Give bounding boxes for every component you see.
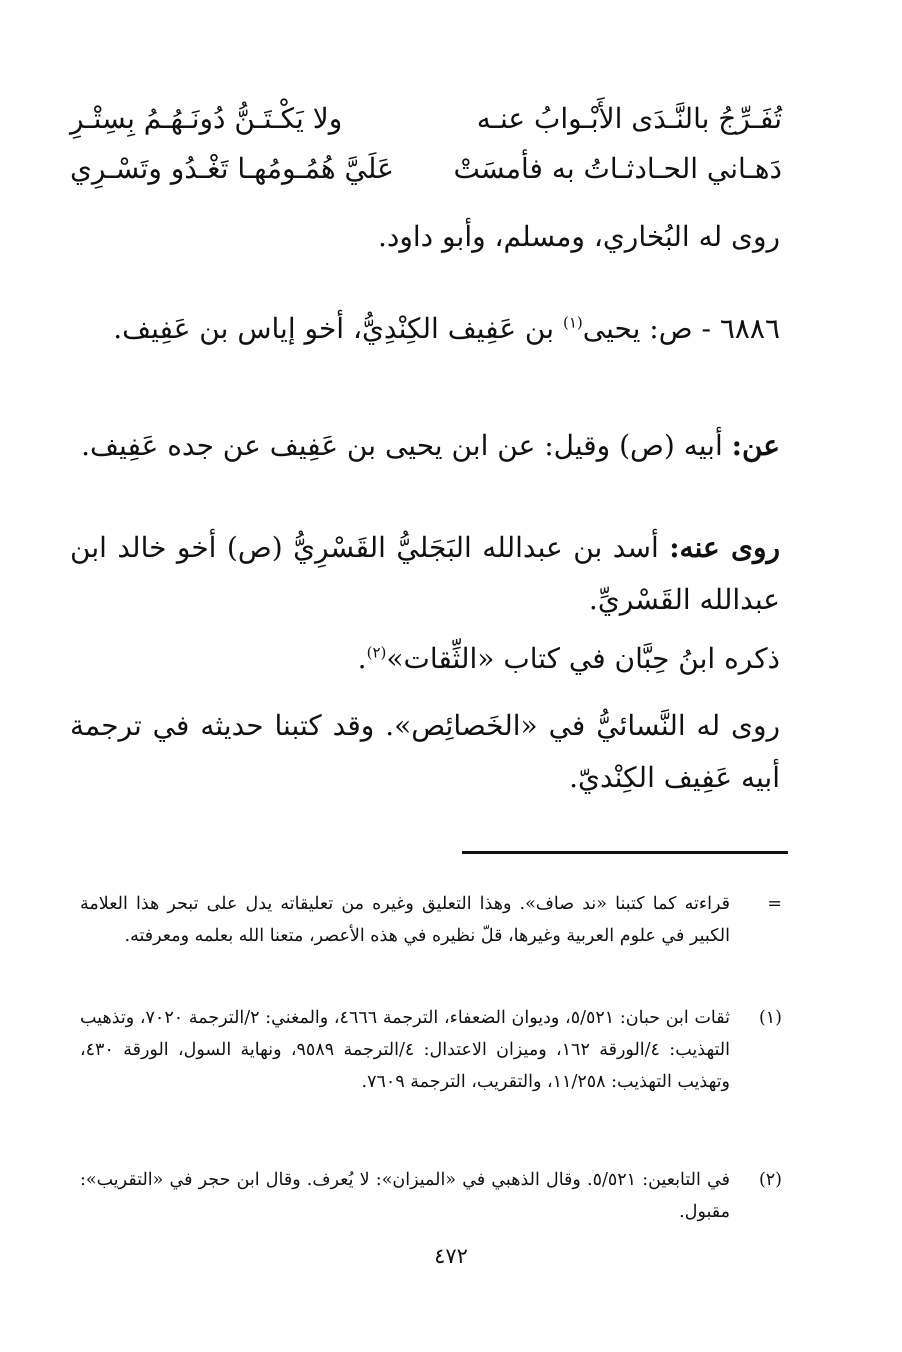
entry-number-and-name: ٦٨٨٦ - ص: يحيى (582, 312, 780, 345)
footnote-2 (80, 1164, 782, 1234)
footnote-text: قراءته كما كتبنا «ند صاف». وهذا التعليق وغيره من تعليقاته يدل على تبحر هذا العلامة الكبير في علوم العربية وغيرها، قلّ نظيره في هذه الأعصر، متعنا الله بعلمه ومعرفته. (80, 894, 730, 946)
page-number: ٤٧٢ (434, 1244, 468, 1268)
dhakarahu-text: ذكره ابنُ حِبَّان في كتاب «الثِّقات» (386, 642, 780, 675)
verse-1-first-hemistich: تُفَـرِّجُ بالنَّـدَى الأَبْـوابُ عنـه (476, 102, 782, 135)
verse-1-second-hemistich: ولا يَكْـتَـنُّ دُونَـهُـمُ بِسِتْـرِ (70, 102, 343, 135)
rawa-anhu-paragraph (70, 522, 780, 626)
nasai-paragraph: روى له النَّسائيُّ في «الخَصائِص». وقد كتبنا حديثه في ترجمة أبيه عَفِيف الكِنْديّ. (70, 709, 780, 794)
footnote-mark: = (767, 894, 782, 914)
footnote-1 (80, 1002, 782, 1152)
verse-2-first-hemistich: دَهـاني الحـادثـاتُ به فأمسَتْ (453, 152, 782, 185)
footnote-mark: (٢) (758, 1170, 782, 1190)
entry-heading (70, 303, 780, 355)
dhakarahu-paragraph (70, 633, 780, 685)
narrators-line: روى له البُخاري، ومسلم، وأبو داود. (378, 220, 780, 253)
an-paragraph (70, 420, 780, 472)
entry-name-rest: بن عَفِيف الكِنْدِيُّ، أخو إياس بن عَفِيف. (113, 312, 563, 345)
footnote-mark: (١) (758, 1008, 782, 1028)
an-label: عن: (731, 429, 780, 462)
poem-verse-2 (70, 146, 782, 196)
footnote-separator (462, 851, 788, 854)
footnote-ref-1[interactable]: (١) (562, 313, 583, 332)
footnote-text: في التابعين: ٥/٥٢١. وقال الذهبي في «الميزان»: لا يُعرف. وقال ابن حجر في «التقريب»: مقبول. (80, 1170, 730, 1222)
rawa-anhu-text: أسد بن عبدالله البَجَليُّ القَسْرِيُّ (ص) أخو خالد ابن عبدالله القَسْريِّ. (70, 531, 780, 616)
an-text: أبيه (ص) وقيل: عن ابن يحيى بن عَفِيف عن جده عَفِيف. (81, 429, 732, 462)
verse-2-second-hemistich: عَلَيَّ هُمُـومُهـا تَغْـدُو وتَسْـرِي (70, 152, 394, 185)
footnote-text: ثقات ابن حبان: ٥/٥٢١، وديوان الضعفاء، الترجمة ٤٦٦٦، والمغني: ٢/الترجمة ٧٠٢٠، وتذهيب التهذيب: ٤/الورقة ١٦٢، وميزان الاعتدال: ٤/الترجمة ٩٥٨٩، ونهاية السول، الورقة ٤٣٠، وتهذيب التهذيب: ١١/٢٥٨، والتقريب، الترجمة ٧٦٠٩. (80, 1008, 730, 1092)
poem-verse-1 (70, 96, 782, 146)
footnote-ref-2[interactable]: (٢) (366, 643, 387, 662)
dhakarahu-end: . (357, 642, 367, 675)
footnote-continuation (80, 888, 782, 988)
rawa-anhu-label: روى عنه: (669, 531, 781, 564)
